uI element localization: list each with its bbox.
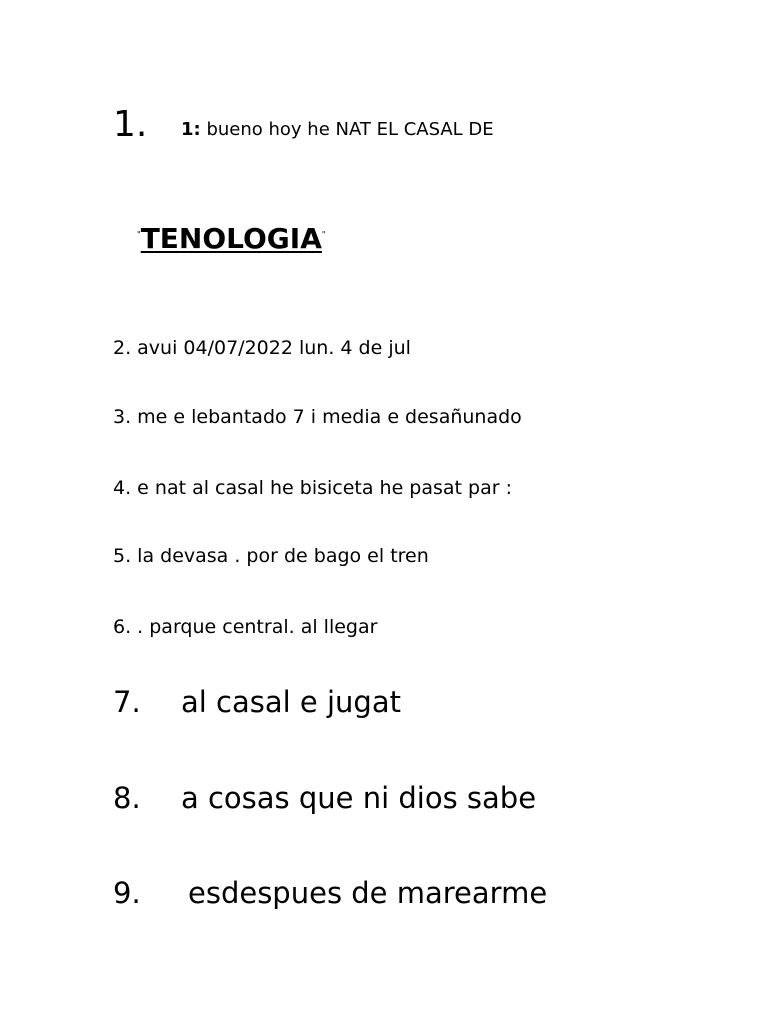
item-5: 5. la devasa . por de bago el tren bbox=[113, 545, 429, 567]
item-1-number: 1. bbox=[113, 104, 148, 145]
item-7 bbox=[113, 685, 401, 719]
item-9 bbox=[113, 876, 548, 910]
item-7-number: 7. bbox=[113, 685, 141, 719]
item-9-number: 9. bbox=[113, 876, 141, 910]
document-title: TENOLOGIA bbox=[140, 222, 322, 255]
item-8-number: 8. bbox=[113, 781, 141, 815]
title-line bbox=[137, 222, 326, 255]
item-7-text: al casal e jugat bbox=[181, 685, 401, 719]
item-8 bbox=[113, 781, 537, 815]
item-1 bbox=[113, 104, 494, 145]
title-open-quote: " bbox=[137, 230, 141, 239]
item-6: 6. . parque central. al llegar bbox=[113, 616, 378, 638]
item-8-text: a cosas que ni dios sabe bbox=[181, 781, 537, 815]
item-4: 4. e nat al casal he bisiceta he pasat par : bbox=[113, 477, 512, 499]
item-3: 3. me e lebantado 7 i media e desañunado bbox=[113, 406, 522, 428]
item-1-text: bueno hoy he NAT EL CASAL DE bbox=[200, 119, 494, 140]
item-2: 2. avui 04/07/2022 lun. 4 de jul bbox=[113, 337, 411, 359]
item-1-label: 1: bbox=[181, 119, 201, 140]
item-1-content bbox=[181, 121, 494, 139]
title-close-quote: " bbox=[321, 230, 326, 239]
item-9-text: esdespues de marearme bbox=[188, 876, 548, 910]
